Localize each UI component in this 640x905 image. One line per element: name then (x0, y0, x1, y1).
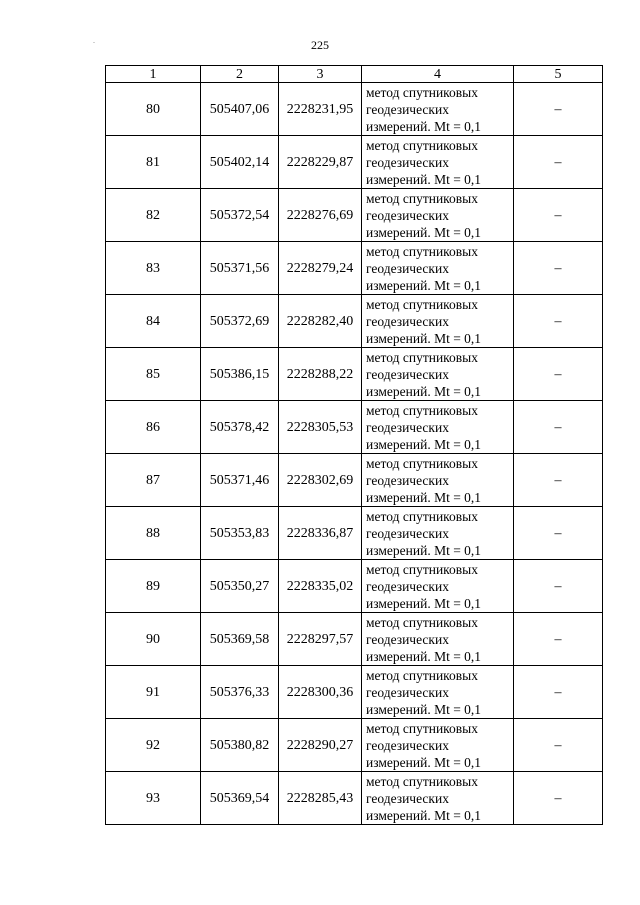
method-cell (362, 666, 514, 719)
method-cell (362, 772, 514, 825)
method-line: метод спутниковых (366, 508, 478, 524)
x-coordinate-cell: 505407,06 (201, 83, 279, 136)
point-number-cell: 93 (106, 772, 201, 825)
point-number-cell: 86 (106, 401, 201, 454)
method-line: метод спутниковых (366, 614, 478, 630)
method-line: геодезических (366, 684, 449, 700)
column-header-4: 4 (362, 66, 514, 83)
method-line: измерений. Mt = 0,1 (366, 436, 482, 452)
method-line: метод спутниковых (366, 349, 478, 365)
table-body (106, 83, 603, 825)
table-row (106, 401, 603, 454)
method-line: измерений. Mt = 0,1 (366, 330, 482, 346)
method-line: измерений. Mt = 0,1 (366, 542, 482, 558)
method-line: измерений. Mt = 0,1 (366, 489, 482, 505)
method-line: измерений. Mt = 0,1 (366, 118, 482, 134)
y-coordinate-cell: 2228288,22 (279, 348, 362, 401)
method-line: метод спутниковых (366, 667, 478, 683)
note-cell: – (514, 295, 603, 348)
x-coordinate-cell: 505378,42 (201, 401, 279, 454)
column-header-3: 3 (279, 66, 362, 83)
x-coordinate-cell: 505371,46 (201, 454, 279, 507)
note-cell: – (514, 454, 603, 507)
method-line: геодезических (366, 260, 449, 276)
method-line: метод спутниковых (366, 190, 478, 206)
table-row (106, 348, 603, 401)
method-line: измерений. Mt = 0,1 (366, 171, 482, 187)
method-line: геодезических (366, 366, 449, 382)
note-cell: – (514, 772, 603, 825)
method-cell (362, 189, 514, 242)
column-header-1: 1 (106, 66, 201, 83)
note-cell: – (514, 136, 603, 189)
method-line: метод спутниковых (366, 296, 478, 312)
table-row (106, 136, 603, 189)
method-line: геодезических (366, 631, 449, 647)
method-cell (362, 242, 514, 295)
x-coordinate-cell: 505380,82 (201, 719, 279, 772)
method-line: метод спутниковых (366, 243, 478, 259)
y-coordinate-cell: 2228279,24 (279, 242, 362, 295)
table-row (106, 666, 603, 719)
table-row (106, 454, 603, 507)
note-cell: – (514, 613, 603, 666)
method-line: геодезических (366, 313, 449, 329)
method-line: метод спутниковых (366, 561, 478, 577)
method-cell (362, 136, 514, 189)
method-cell (362, 719, 514, 772)
x-coordinate-cell: 505386,15 (201, 348, 279, 401)
y-coordinate-cell: 2228231,95 (279, 83, 362, 136)
y-coordinate-cell: 2228290,27 (279, 719, 362, 772)
method-cell (362, 454, 514, 507)
note-cell: – (514, 666, 603, 719)
method-line: геодезических (366, 525, 449, 541)
method-line: метод спутниковых (366, 402, 478, 418)
point-number-cell: 89 (106, 560, 201, 613)
method-line: геодезических (366, 419, 449, 435)
note-cell: – (514, 401, 603, 454)
table-row (106, 719, 603, 772)
table-header-row (106, 66, 603, 83)
point-number-cell: 81 (106, 136, 201, 189)
method-line: измерений. Mt = 0,1 (366, 383, 482, 399)
x-coordinate-cell: 505371,56 (201, 242, 279, 295)
x-coordinate-cell: 505372,69 (201, 295, 279, 348)
method-cell (362, 295, 514, 348)
table-row (106, 613, 603, 666)
point-number-cell: 84 (106, 295, 201, 348)
point-number-cell: 85 (106, 348, 201, 401)
method-line: метод спутниковых (366, 84, 478, 100)
point-number-cell: 80 (106, 83, 201, 136)
y-coordinate-cell: 2228276,69 (279, 189, 362, 242)
method-cell (362, 401, 514, 454)
column-header-5: 5 (514, 66, 603, 83)
x-coordinate-cell: 505369,58 (201, 613, 279, 666)
note-cell: – (514, 507, 603, 560)
y-coordinate-cell: 2228335,02 (279, 560, 362, 613)
method-line: геодезических (366, 472, 449, 488)
x-coordinate-cell: 505376,33 (201, 666, 279, 719)
table-row (106, 295, 603, 348)
note-cell: – (514, 719, 603, 772)
method-cell (362, 348, 514, 401)
method-line: измерений. Mt = 0,1 (366, 224, 482, 240)
y-coordinate-cell: 2228282,40 (279, 295, 362, 348)
method-line: геодезических (366, 578, 449, 594)
table-row (106, 507, 603, 560)
y-coordinate-cell: 2228305,53 (279, 401, 362, 454)
point-number-cell: 88 (106, 507, 201, 560)
point-number-cell: 91 (106, 666, 201, 719)
method-line: измерений. Mt = 0,1 (366, 807, 482, 823)
table-row (106, 83, 603, 136)
y-coordinate-cell: 2228302,69 (279, 454, 362, 507)
note-cell: – (514, 348, 603, 401)
x-coordinate-cell: 505402,14 (201, 136, 279, 189)
table-row (106, 189, 603, 242)
method-line: метод спутниковых (366, 455, 478, 471)
coordinates-table (105, 65, 603, 825)
method-line: геодезических (366, 101, 449, 117)
x-coordinate-cell: 505372,54 (201, 189, 279, 242)
page-number: 225 (311, 38, 329, 52)
method-line: геодезических (366, 737, 449, 753)
method-line: измерений. Mt = 0,1 (366, 701, 482, 717)
method-line: измерений. Mt = 0,1 (366, 648, 482, 664)
method-line: измерений. Mt = 0,1 (366, 754, 482, 770)
note-cell: – (514, 189, 603, 242)
x-coordinate-cell: 505369,54 (201, 772, 279, 825)
point-number-cell: 90 (106, 613, 201, 666)
method-line: метод спутниковых (366, 137, 478, 153)
table-row (106, 560, 603, 613)
method-cell (362, 560, 514, 613)
table-row (106, 772, 603, 825)
corner-mark: . (93, 36, 95, 45)
point-number-cell: 83 (106, 242, 201, 295)
point-number-cell: 92 (106, 719, 201, 772)
method-line: геодезических (366, 207, 449, 223)
column-header-2: 2 (201, 66, 279, 83)
method-line: измерений. Mt = 0,1 (366, 277, 482, 293)
y-coordinate-cell: 2228297,57 (279, 613, 362, 666)
y-coordinate-cell: 2228229,87 (279, 136, 362, 189)
method-line: метод спутниковых (366, 773, 478, 789)
method-line: геодезических (366, 790, 449, 806)
x-coordinate-cell: 505353,83 (201, 507, 279, 560)
point-number-cell: 82 (106, 189, 201, 242)
note-cell: – (514, 83, 603, 136)
x-coordinate-cell: 505350,27 (201, 560, 279, 613)
method-line: геодезических (366, 154, 449, 170)
method-cell (362, 83, 514, 136)
y-coordinate-cell: 2228300,36 (279, 666, 362, 719)
method-line: измерений. Mt = 0,1 (366, 595, 482, 611)
table-row (106, 242, 603, 295)
method-cell (362, 613, 514, 666)
y-coordinate-cell: 2228285,43 (279, 772, 362, 825)
note-cell: – (514, 560, 603, 613)
method-cell (362, 507, 514, 560)
method-line: метод спутниковых (366, 720, 478, 736)
y-coordinate-cell: 2228336,87 (279, 507, 362, 560)
note-cell: – (514, 242, 603, 295)
point-number-cell: 87 (106, 454, 201, 507)
